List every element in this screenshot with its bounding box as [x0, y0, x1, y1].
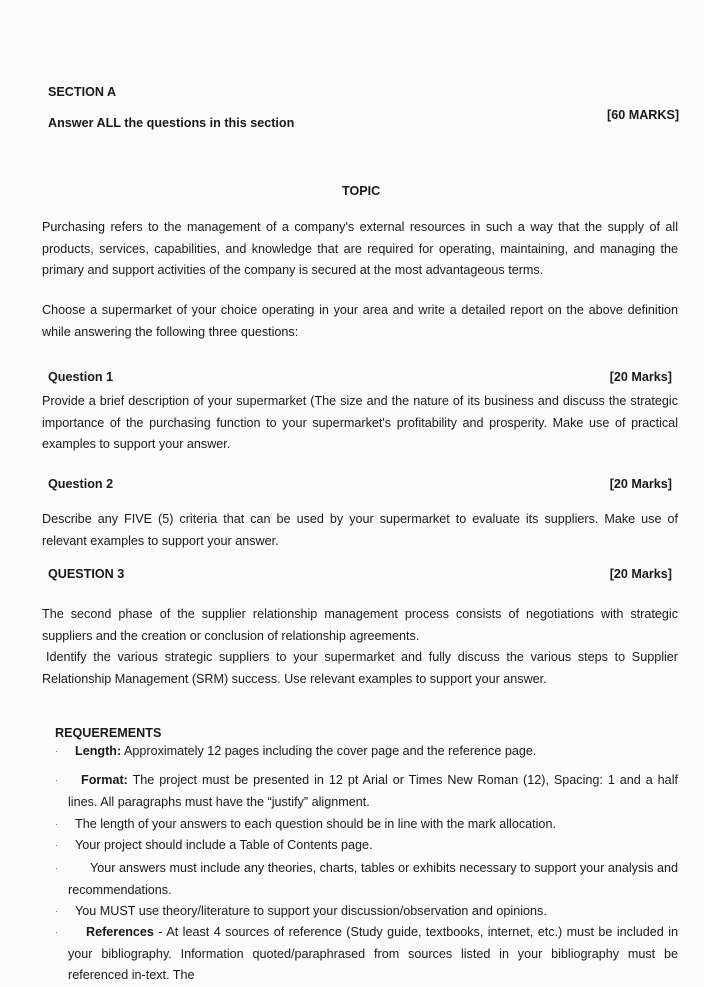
requirement-text: The length of your answers to each question should be in line with the mark allocation. — [75, 817, 556, 831]
bullet-icon: · — [55, 863, 58, 873]
question-1-marks: [20 Marks] — [609, 370, 672, 384]
topic-heading: TOPIC — [342, 184, 381, 198]
question-3-marks: [20 Marks] — [609, 567, 672, 581]
topic-paragraph-instructions: Choose a supermarket of your choice operating in your area and write a detailed report on the above definition while answering the following three questions: — [42, 303, 678, 339]
requirement-label: References — [86, 925, 154, 939]
section-title: SECTION A — [48, 85, 117, 99]
section-marks: [60 MARKS] — [607, 108, 680, 122]
requirement-label: Format: — [81, 773, 128, 787]
bullet-icon: · — [55, 840, 58, 850]
bullet-icon: · — [55, 906, 58, 916]
question-1-header — [48, 370, 672, 384]
question-1-label: Question 1 — [48, 370, 114, 384]
bullet-icon: · — [55, 746, 58, 756]
bullet-icon: · — [55, 927, 58, 937]
bullet-icon: · — [55, 819, 58, 829]
question-3-header — [48, 567, 672, 581]
question-3-body-task: Identify the various strategic suppliers to your supermarket and fully discuss the various steps to Supplier Relationship Management (SRM) success. Use relevant examples to support your answer. — [42, 650, 678, 686]
question-3-label: QUESTION 3 — [48, 567, 125, 581]
question-2-marks: [20 Marks] — [609, 477, 672, 491]
requirement-text: Your project should include a Table of Contents page. — [75, 838, 373, 852]
question-3-body-phase: The second phase of the supplier relationship management process consists of negotiations with strategic suppliers and the creation or conclusion of relationship agreements. — [42, 607, 678, 643]
requirement-text: You MUST use theory/literature to support your discussion/observation and opinions. — [75, 904, 547, 918]
bullet-icon: · — [55, 775, 58, 785]
requirement-text: - At least 4 sources of reference (Study guide, textbooks, internet, etc.) must be included in your bibliography. Information quoted/paraphrased from sources listed in your bibliography must be referenced in-text. The — [68, 925, 679, 982]
question-1-body: Provide a brief description of your supermarket (The size and the nature of its business and discuss the strategic importance of the purchasing function to your supermarket's profitability and prosperity. Make use of practical examples to support your answer. — [42, 394, 678, 451]
section-instruction: Answer ALL the questions in this section — [48, 116, 295, 130]
requirement-text: Approximately 12 pages including the cover page and the reference page. — [123, 744, 537, 758]
requirements-heading: REQUEREMENTS — [55, 726, 162, 740]
question-2-header — [48, 477, 672, 491]
requirement-label: Length: — [75, 744, 122, 758]
requirement-text: The project must be presented in 12 pt Arial or Times New Roman (12), Spacing: 1 and a half lines. All paragraphs must have the “justify” alignment. — [68, 773, 678, 809]
question-2-body: Describe any FIVE (5) criteria that can be used by your supermarket to evaluate its suppliers. Make use of relevant examples to support your answer. — [42, 512, 678, 548]
topic-paragraph-definition: Purchasing refers to the management of a company's external resources in such a way that the supply of all products, services, capabilities, and knowledge that are required for operating, maintaining, and managing the primary and support activities of the company is secured at the most advantageous terms. — [42, 220, 678, 277]
requirement-text: Your answers must include any theories, charts, tables or exhibits necessary to support your analysis and recommendations. — [68, 861, 678, 897]
question-2-label: Question 2 — [48, 477, 114, 491]
